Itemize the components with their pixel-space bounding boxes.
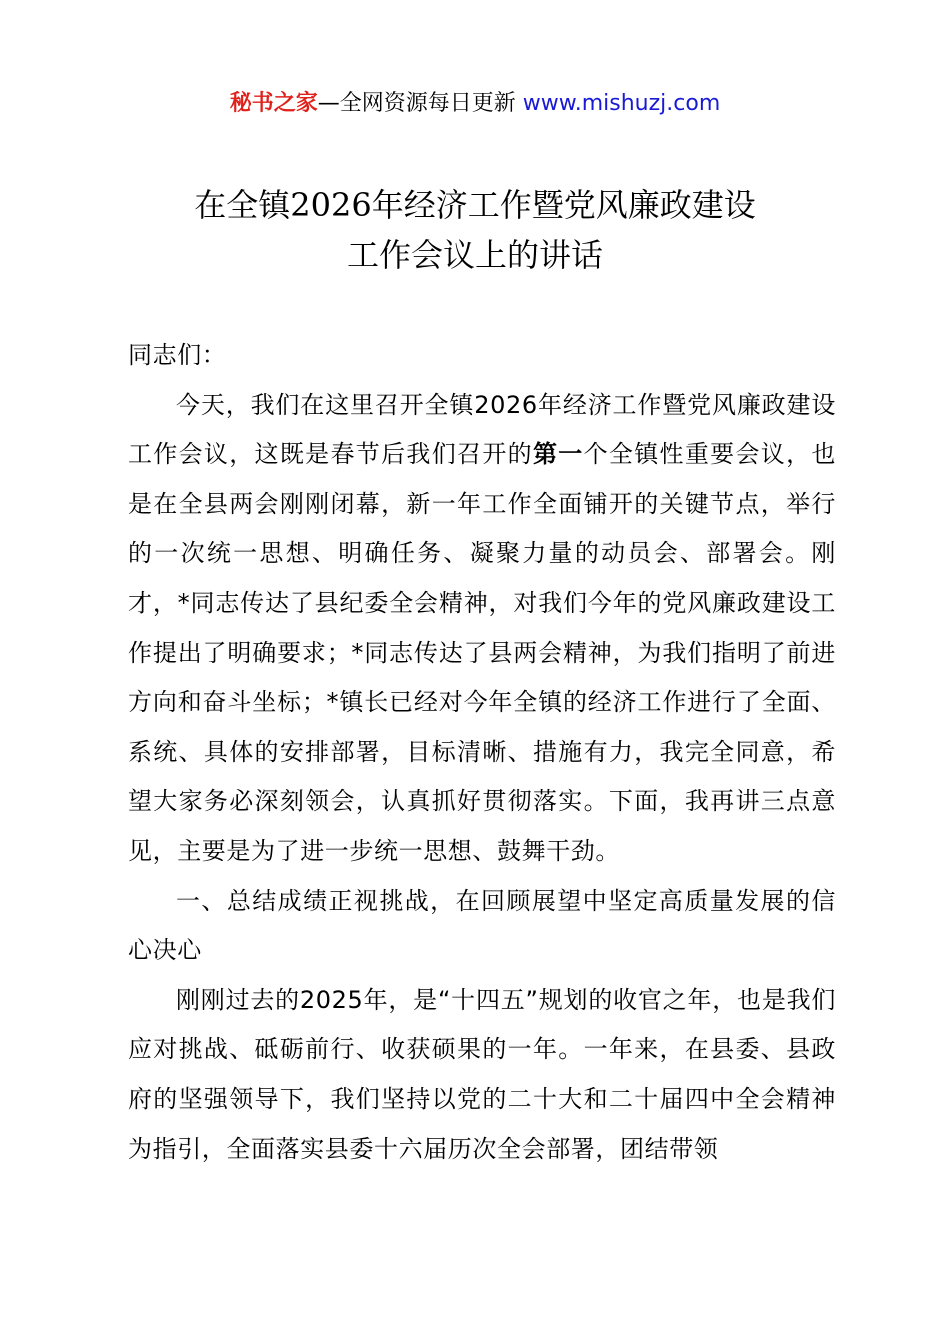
document-body bbox=[128, 331, 836, 1174]
paragraph-1-text-b: 个全镇性重要会议，也是在全县两会刚刚闭幕，新一年工作全面铺开的关键节点，举行的一次统一思想、明确任务、凝聚力量的动员会、部署会。刚才，*同志传达了县纪委全会精神，对我们今年的党风廉政建设工作提出了明确要求；*同志传达了县两会精神，为我们指明了前进方向和奋斗坐标；*镇长已经对今年全镇的经济工作进行了全面、系统、具体的安排部署，目标清晰、措施有力，我完全同意，希望大家务必深刻领会，认真抓好贯彻落实。下面，我再讲三点意见，主要是为了进一步统一思想、鼓舞干劲。 bbox=[128, 440, 837, 865]
title-line-1: 在全镇2026年经济工作暨党风廉政建设 bbox=[194, 186, 756, 224]
site-url-link[interactable]: www.mishuzj.com bbox=[522, 91, 721, 116]
paragraph-1 bbox=[128, 381, 836, 877]
site-brand: 秘书之家 bbox=[229, 91, 318, 116]
document-title bbox=[0, 180, 950, 280]
title-line-2: 工作会议上的讲话 bbox=[346, 236, 603, 274]
paragraph-1-text-a: 今天，我们在这里召开全镇2026年经济工作暨党风廉政建设工作会议，这既是春节后我们召开的 bbox=[128, 390, 836, 469]
paragraph-2: 刚刚过去的2025年，是“十四五”规划的收官之年，也是我们应对挑战、砥砺前行、收获硕果的一年。一年来，在县委、县政府的坚强领导下，我们坚持以党的二十大和二十届四中全会精神为指引，全面落实县委十六届历次全会部署，团结带领 bbox=[128, 985, 836, 1163]
salutation: 同志们： bbox=[128, 341, 227, 369]
site-header bbox=[0, 88, 950, 120]
site-tagline: —全网资源每日更新 bbox=[317, 91, 523, 116]
paragraph-1-bold: 第一 bbox=[532, 440, 584, 469]
section-1-heading: 一、总结成绩正视挑战，在回顾展望中坚定高质量发展的信心决心 bbox=[128, 886, 836, 965]
